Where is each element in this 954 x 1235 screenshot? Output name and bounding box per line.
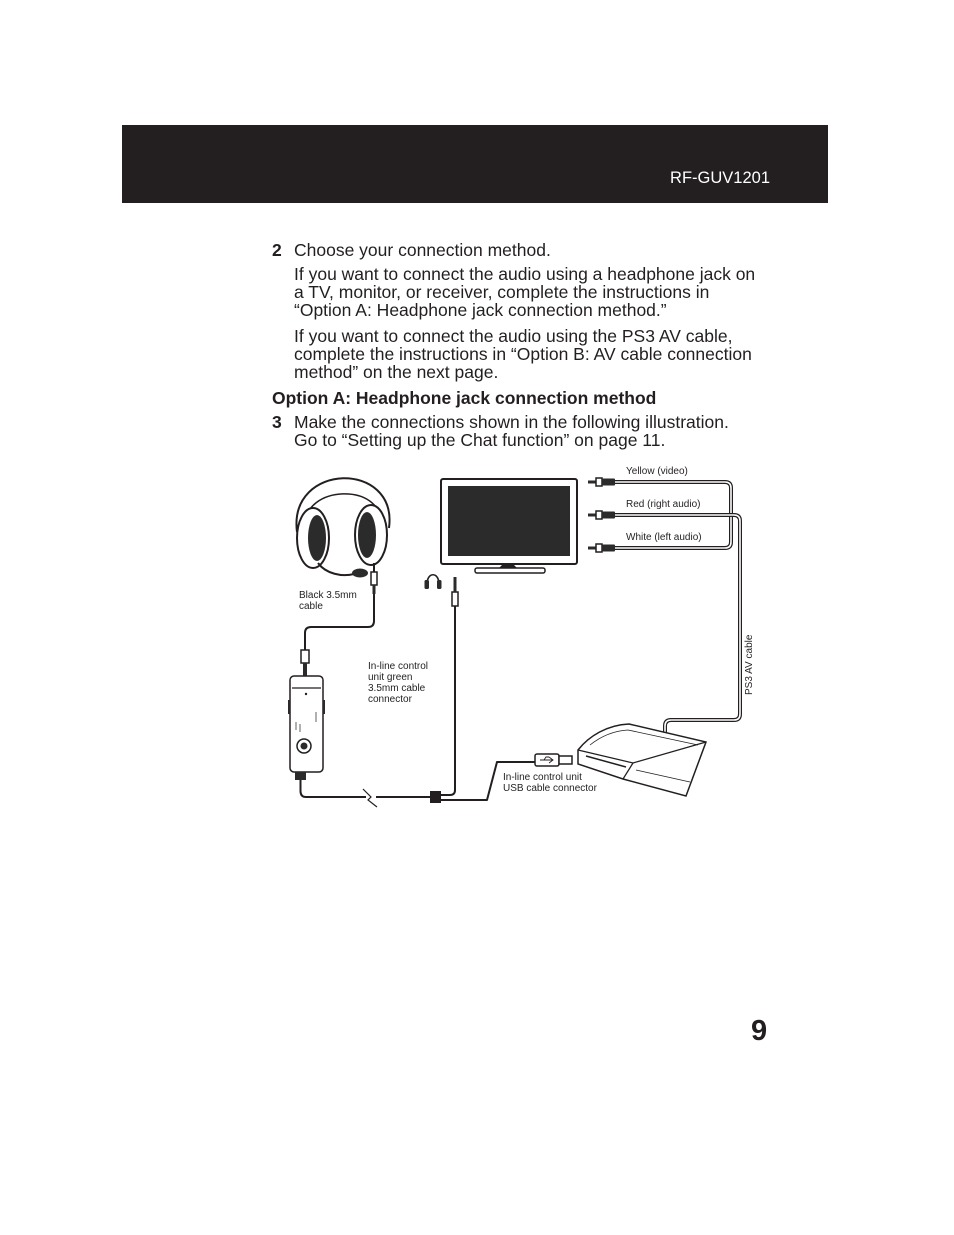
control-unit-icon bbox=[288, 676, 325, 780]
label-green-connector-line-3: 3.5mm cable bbox=[368, 683, 426, 694]
cable-junction-block bbox=[430, 791, 441, 803]
paragraph-line: If you want to connect the audio using the PS3 AV cable, bbox=[294, 326, 733, 346]
rca-plug-white bbox=[588, 544, 615, 552]
control-unit-cable-strain-relief bbox=[295, 772, 306, 780]
ps3-console-icon bbox=[578, 724, 706, 796]
step-2-number: 2 bbox=[272, 240, 282, 260]
rca-plug-body bbox=[602, 545, 615, 552]
option-a-heading: Option A: Headphone jack connection method bbox=[272, 388, 657, 408]
label-green-connector-line-4: connector bbox=[368, 694, 412, 705]
headphone-jack-icon bbox=[425, 575, 442, 589]
rca-plug-body bbox=[602, 479, 615, 486]
rca-plug-tip bbox=[588, 481, 596, 484]
usb-plug-tip bbox=[559, 756, 572, 764]
tv-icon bbox=[441, 479, 577, 573]
header-bar bbox=[122, 125, 828, 203]
headphone-plug-body bbox=[371, 572, 377, 585]
ps3-av-cable bbox=[614, 482, 740, 733]
black-3-5mm-cable bbox=[301, 563, 377, 676]
label-black-cable-line-1: Black 3.5mm bbox=[299, 590, 357, 601]
paragraph-line: “Option A: Headphone jack connection method.” bbox=[294, 300, 667, 320]
tv-screen bbox=[448, 486, 570, 556]
paragraph-line: complete the instructions in “Option B: AV cable connection bbox=[294, 344, 752, 364]
control-unit-right-button bbox=[323, 700, 325, 714]
mic-foam bbox=[352, 569, 368, 578]
label-green-connector-line-1: In-line control bbox=[368, 661, 429, 672]
connection-diagram bbox=[0, 455, 954, 815]
control-unit-indicator bbox=[305, 693, 307, 695]
label-usb-connector-line-2: USB cable connector bbox=[503, 783, 597, 794]
rca-plug-yellow bbox=[588, 478, 615, 486]
usb-plug-icon bbox=[535, 754, 572, 766]
rca-plug-collar bbox=[596, 544, 602, 552]
headphone-jack-left-cup bbox=[425, 580, 430, 589]
rca-plug-tip bbox=[588, 514, 596, 517]
page-number: 9 bbox=[751, 1015, 768, 1047]
label-white-left-audio: White (left audio) bbox=[626, 532, 702, 543]
green-cable-run bbox=[441, 606, 455, 795]
control-unit-cable-run bbox=[301, 780, 367, 797]
paragraph-line: If you want to connect the audio using a headphone jack on bbox=[294, 264, 756, 284]
label-usb-connector-line-1: In-line control unit bbox=[503, 772, 582, 783]
rca-plug-collar bbox=[596, 478, 602, 486]
step-2-lead bbox=[294, 241, 551, 259]
control-unit-cable bbox=[301, 780, 442, 807]
right-ear-cushion bbox=[358, 512, 376, 558]
step-3-number: 3 bbox=[272, 412, 282, 432]
left-ear-cushion bbox=[308, 515, 326, 561]
step-3-text bbox=[294, 413, 729, 449]
tv-stand-base bbox=[475, 568, 545, 573]
label-red-right-audio: Red (right audio) bbox=[626, 499, 701, 510]
green-3-5mm-cable bbox=[441, 577, 458, 795]
rca-plug-tip bbox=[588, 547, 596, 550]
volume-dial-center bbox=[301, 743, 308, 750]
paragraph-line: a TV, monitor, or receiver, complete the instructions in bbox=[294, 282, 710, 302]
label-yellow-video: Yellow (video) bbox=[626, 466, 688, 477]
rca-plug-body bbox=[602, 512, 615, 519]
control-unit-left-button bbox=[288, 700, 290, 714]
label-black-cable-line-2: cable bbox=[299, 601, 323, 612]
label-ps3-av-cable: PS3 AV cable bbox=[744, 634, 755, 695]
step-2-paragraph-2 bbox=[294, 327, 752, 381]
step-2-paragraph-1 bbox=[294, 265, 755, 319]
green-plug-tip bbox=[454, 577, 457, 592]
headphones-icon bbox=[296, 478, 389, 577]
label-green-connector-line-2: unit green bbox=[368, 672, 413, 683]
paragraph-line: method” on the next page. bbox=[294, 362, 499, 382]
paragraph-line: Go to “Setting up the Chat function” on page 11. bbox=[294, 430, 666, 450]
headphone-jack-right-cup bbox=[437, 580, 442, 589]
unit-input-plug-body bbox=[301, 650, 309, 663]
paragraph-line: Make the connections shown in the following illustration. bbox=[294, 412, 729, 432]
unit-input-plug-tip bbox=[303, 663, 307, 676]
rca-plug-collar bbox=[596, 511, 602, 519]
model-number: RF-GUV1201 bbox=[670, 169, 770, 187]
mic-boom bbox=[318, 563, 354, 575]
green-plug-body bbox=[452, 592, 458, 606]
control-unit-body bbox=[290, 676, 323, 772]
rca-plug-red bbox=[588, 511, 615, 519]
step-2-lead-line: Choose your connection method. bbox=[294, 240, 551, 260]
headphone-plug-tip bbox=[373, 585, 376, 594]
